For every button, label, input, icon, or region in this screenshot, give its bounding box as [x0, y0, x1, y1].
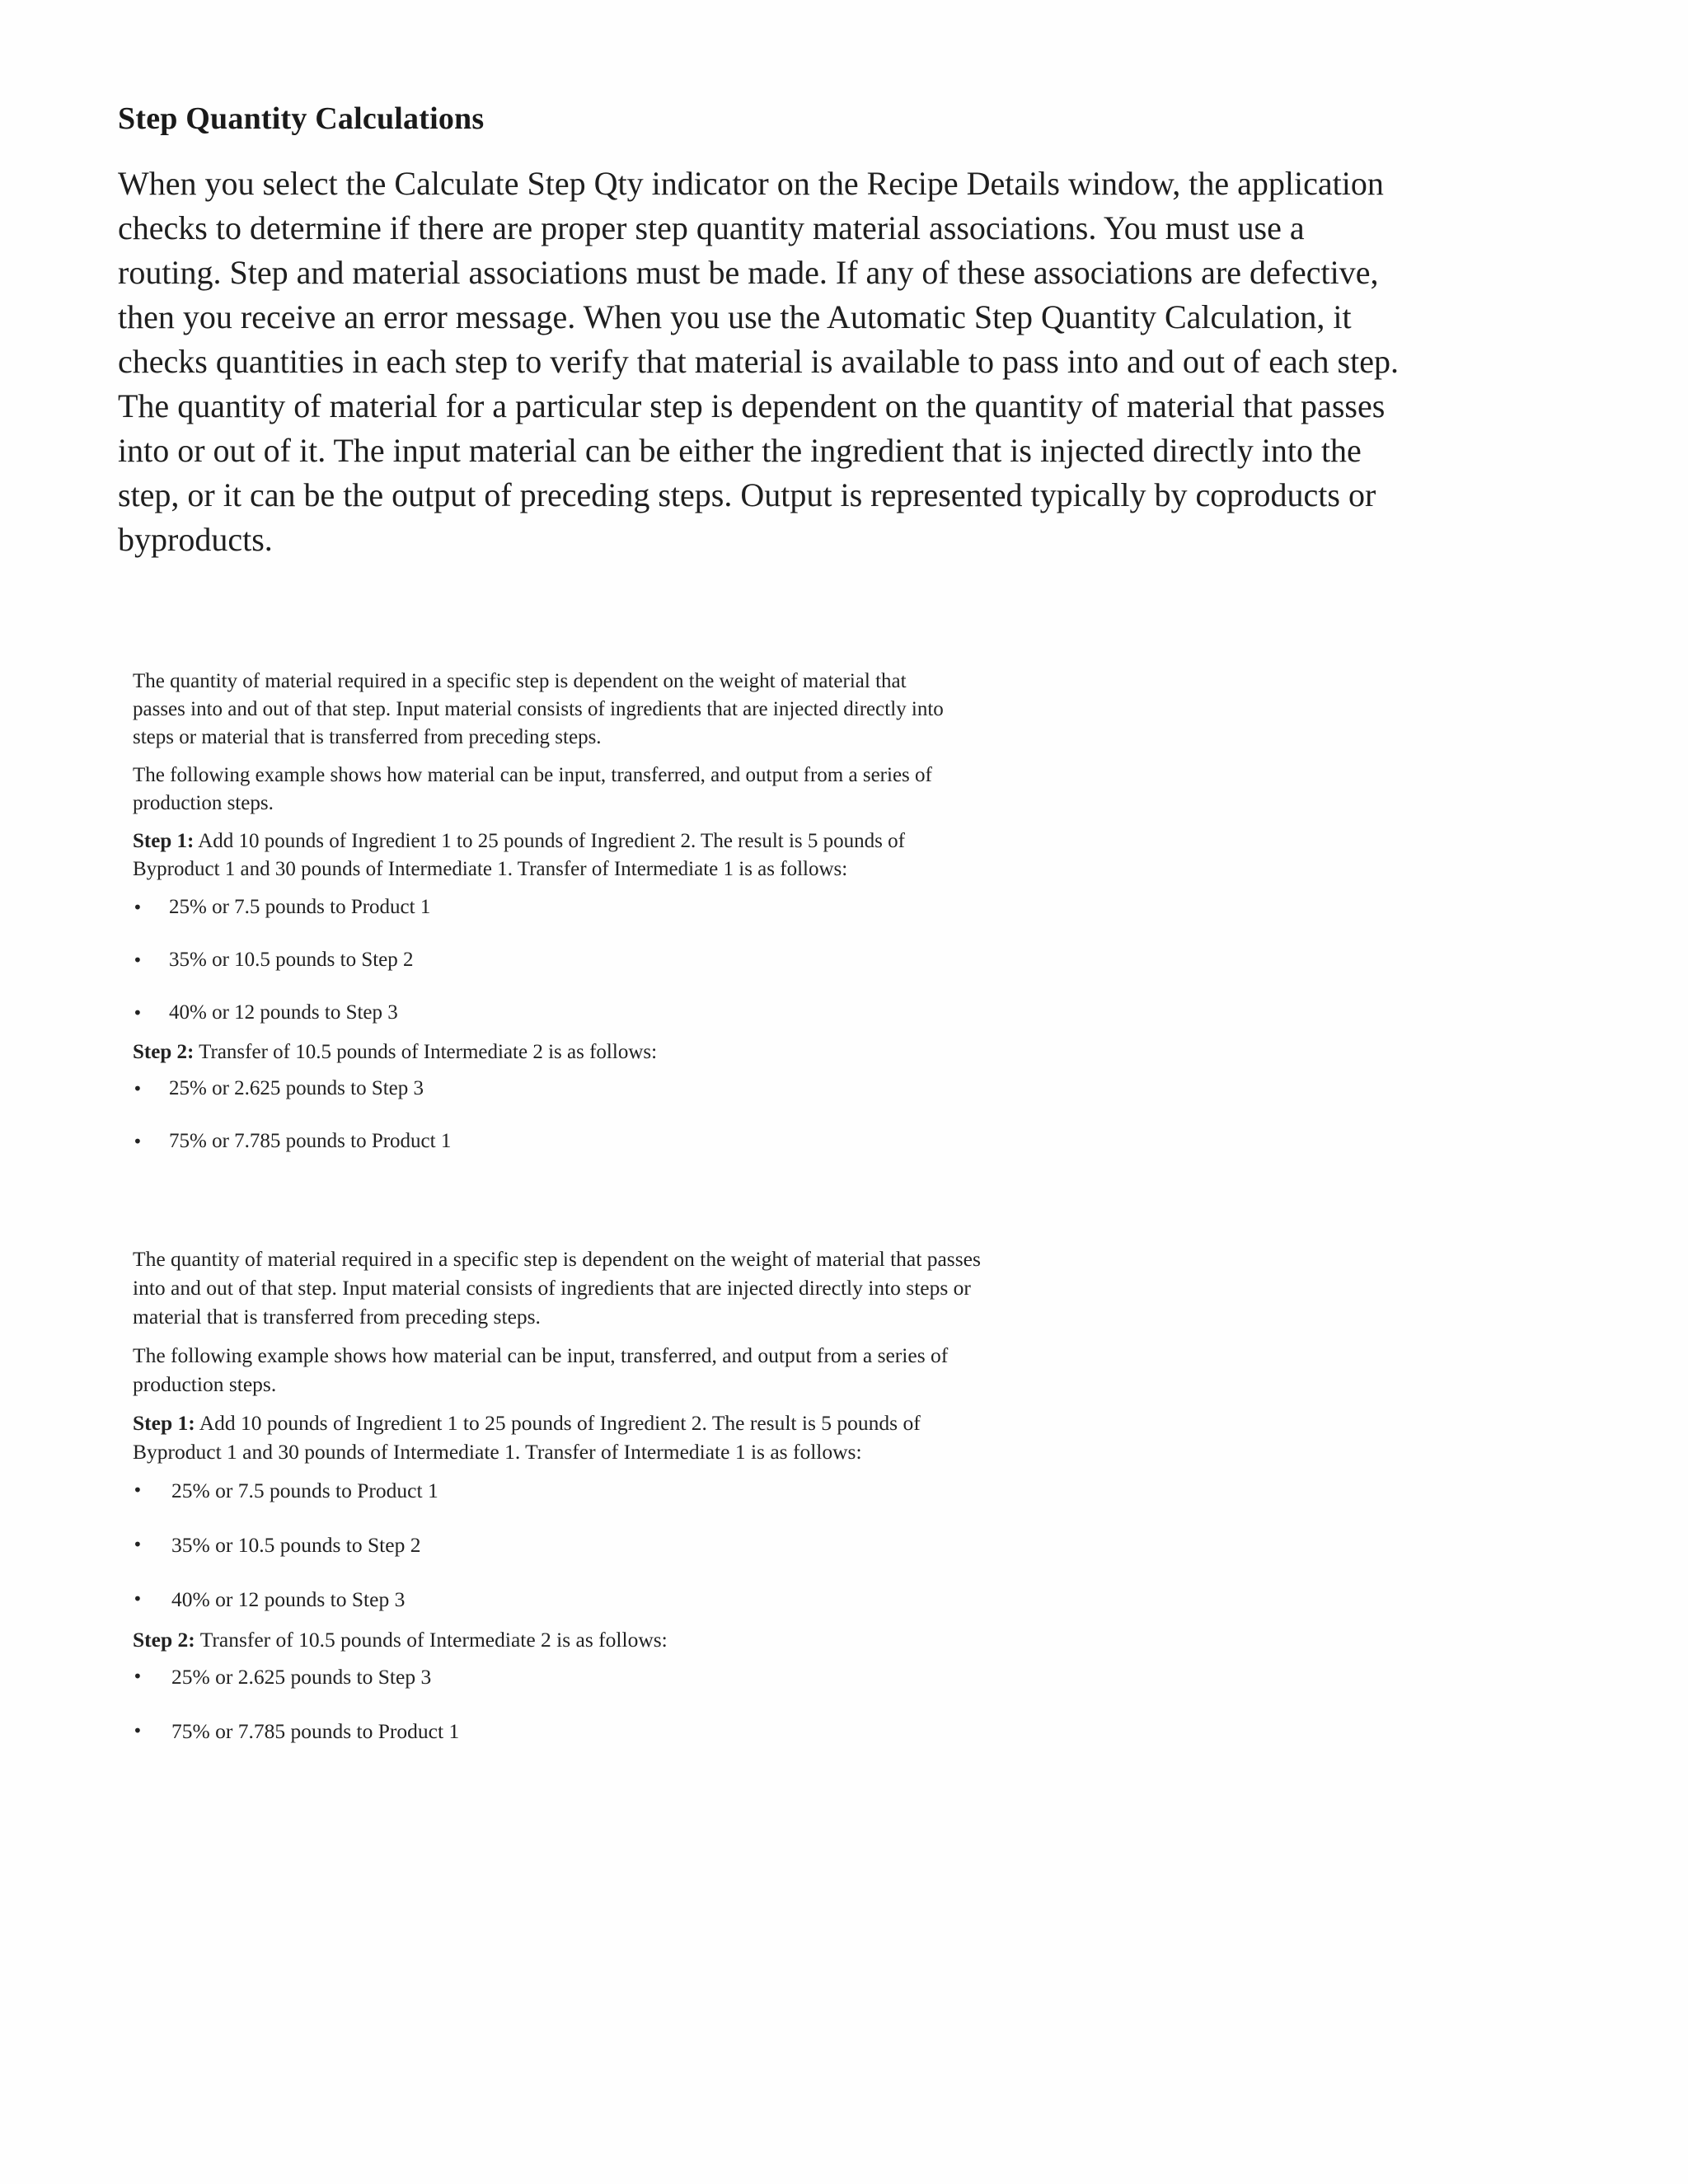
step2-label: Step 2:	[133, 1628, 195, 1652]
example-intro-paragraph: The following example shows how material can be input, transferred, and output from a series of production steps.	[133, 1343, 949, 1396]
example-intro-paragraph: The following example shows how material can be input, transferred, and output from a series of production steps.	[133, 764, 932, 814]
bullet-icon: •	[133, 1535, 143, 1554]
list-item: • 40% or 12 pounds to Step 3	[133, 999, 957, 1027]
step2-transfer-list	[133, 1075, 957, 1155]
step1-text: Add 10 pounds of Ingredient 1 to 25 pounds of Ingredient 2. The result is 5 pounds of Byproduct 1 and 30 pounds of Intermediate 1. Transfer of Intermediate 1 is as follows:	[133, 1411, 921, 1464]
bullet-icon: •	[133, 1079, 143, 1099]
step2-paragraph	[133, 1038, 957, 1066]
intro-paragraph: When you select the Calculate Step Qty indicator on the Recipe Details window, the application checks to determine if there are proper step quantity material associations. You must use a routing. Step and material associations must be made. If any of these associations are defective, then you receive an error message. When you use the Automatic Step Quantity Calculation, it checks quantities in each step to verify that material is available to pass into and out of each step. The quantity of material for a particular step is dependent on the quantity of material that passes into or out of it. The input material can be either the ingredient that is injected directly into the step, or it can be the output of preceding steps. Output is represented typically by coproducts or byproducts.	[118, 165, 1399, 558]
bullet-icon: •	[133, 1589, 143, 1609]
list-item: • 25% or 7.5 pounds to Product 1	[133, 1476, 990, 1505]
example-block-1	[133, 668, 957, 1180]
list-item: • 35% or 10.5 pounds to Step 2	[133, 946, 957, 974]
step2-label: Step 2:	[133, 1041, 195, 1063]
list-item: • 25% or 2.625 pounds to Step 3	[133, 1662, 990, 1691]
step1-paragraph	[133, 827, 957, 883]
quantity-paragraph: The quantity of material required in a specific step is dependent on the weight of material that passes into and out of that step. Input material consists of ingredients that are injected directly into steps or material that is transferred from preceding steps.	[133, 1247, 981, 1329]
step2-paragraph	[133, 1625, 990, 1654]
bullet-icon: •	[133, 1480, 143, 1500]
quantity-paragraph: The quantity of material required in a specific step is dependent on the weight of material that passes into and out of that step. Input material consists of ingredients that are injected directly into steps or material that is transferred from preceding steps.	[133, 670, 944, 748]
step2-text: Transfer of 10.5 pounds of Intermediate 2 is as follows:	[195, 1628, 668, 1652]
bullet-icon: •	[133, 950, 143, 970]
step1-paragraph	[133, 1408, 990, 1466]
bullet-icon: •	[133, 1721, 143, 1741]
list-item: • 75% or 7.785 pounds to Product 1	[133, 1717, 990, 1746]
bullet-icon: •	[133, 898, 143, 917]
list-item: • 35% or 10.5 pounds to Step 2	[133, 1530, 990, 1559]
step1-transfer-list	[133, 893, 957, 1027]
page-title: Step Quantity Calculations	[118, 101, 485, 136]
step2-transfer-list	[133, 1662, 990, 1746]
step1-transfer-list	[133, 1476, 990, 1614]
bullet-icon: •	[133, 1132, 143, 1151]
bullet-icon: •	[133, 1666, 143, 1686]
step2-text: Transfer of 10.5 pounds of Intermediate 2 is as follows:	[194, 1041, 658, 1063]
step1-label: Step 1:	[133, 1411, 195, 1435]
step1-label: Step 1:	[133, 830, 195, 852]
step1-text: Add 10 pounds of Ingredient 1 to 25 pounds of Ingredient 2. The result is 5 pounds of Byproduct 1 and 30 pounds of Intermediate 1. Transfer of Intermediate 1 is as follows:	[133, 830, 905, 880]
example-block-2	[133, 1244, 990, 1771]
list-item: • 25% or 7.5 pounds to Product 1	[133, 893, 957, 921]
list-item: • 75% or 7.785 pounds to Product 1	[133, 1127, 957, 1155]
list-item: • 25% or 2.625 pounds to Step 3	[133, 1075, 957, 1103]
list-item: • 40% or 12 pounds to Step 3	[133, 1585, 990, 1614]
bullet-icon: •	[133, 1003, 143, 1023]
